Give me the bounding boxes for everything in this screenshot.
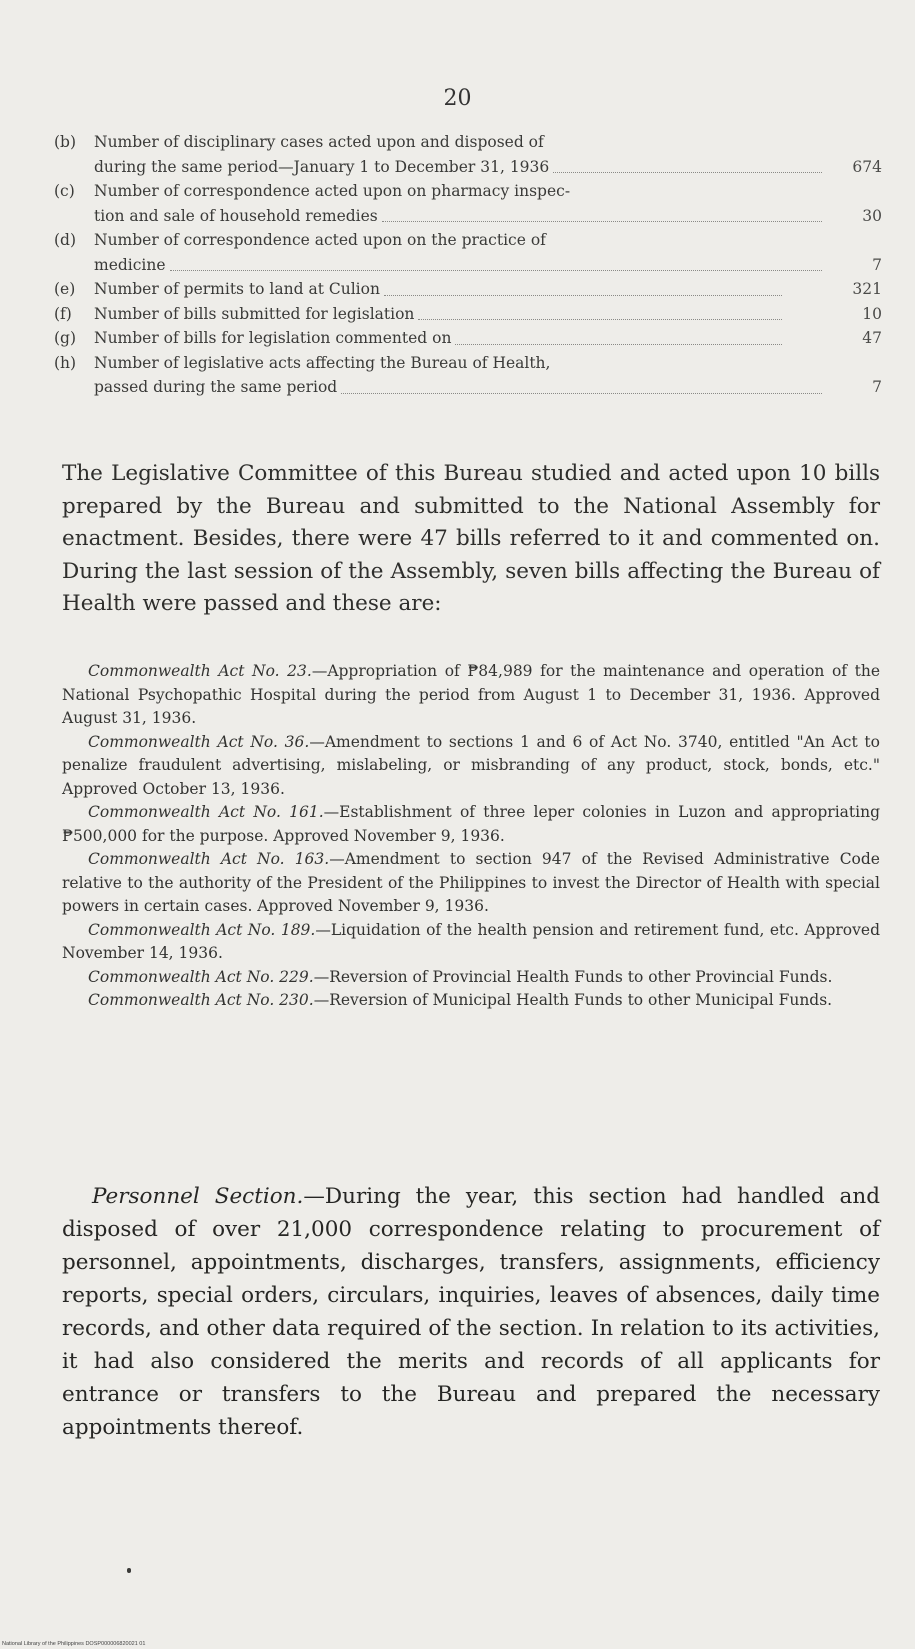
- stat-letter: (e): [54, 280, 76, 298]
- stat-item: [54, 302, 884, 327]
- act-title: Commonwealth Act No. 36.: [88, 732, 310, 751]
- stat-item-cont: [54, 204, 884, 229]
- stat-letter: (g): [54, 329, 77, 347]
- stat-text: Number of bills submitted for legislation: [94, 304, 415, 323]
- stat-item-cont: [54, 155, 884, 180]
- stat-item: [54, 326, 884, 351]
- dot-leader: [418, 302, 782, 321]
- personnel-paragraph: [62, 1180, 880, 1444]
- stat-item-cont: [54, 375, 884, 400]
- stat-item: [54, 351, 884, 376]
- acts-list: [62, 660, 880, 1013]
- page-number: 20: [443, 86, 472, 111]
- act-entry: [62, 989, 880, 1013]
- stat-text: Number of bills for legislation commented on: [94, 329, 452, 347]
- personnel-section: [62, 1180, 880, 1444]
- statistics-list: [54, 130, 884, 400]
- stat-text: Number of permits to land at Culion: [94, 280, 380, 298]
- section-heading: Personnel Section.: [92, 1184, 304, 1209]
- stat-text: tion and sale of household remedies: [94, 206, 378, 225]
- stat-value: 321: [852, 280, 882, 298]
- act-text: —Reversion of Provincial Health Funds to other Provincial Funds.: [313, 967, 833, 986]
- stat-text: Number of correspondence acted upon on the practice of: [94, 231, 546, 249]
- act-text: —Amendment to sections 1 and 6 of Act No. 3740, entitled "An Act to penalize fraudulent advertising, mislabeling, or misbranding of any product, stock, bonds, etc." Approved October 13, 1936.: [62, 732, 880, 798]
- act-title: Commonwealth Act No. 23.: [88, 662, 312, 680]
- stat-value: 10: [862, 304, 882, 323]
- personnel-text: —During the year, this section had handled and disposed of over 21,000 correspondence relating to procurement of personnel, appointments, discharges, transfers, assignments, efficiency reports, special orders, circulars, inquiries, leaves of absences, daily time records, and other data required of the section. In relation to its activities, it had also considered the merits and records of all applicants for entrance or transfers to the Bureau and prepared the necessary appointments thereof.: [62, 1184, 880, 1440]
- intro-paragraph: The Legislative Committee of this Bureau studied and acted upon 10 bills prepared by the Bureau and submitted to the National Assembly for enactment. Besides, there were 47 bills referred to it and commented on. During the last session of the Assembly, seven bills affecting the Bureau of Health were passed and these are:: [62, 461, 880, 616]
- stat-text: medicine: [94, 255, 166, 274]
- act-title: Commonwealth Act No. 189.: [88, 920, 316, 939]
- stat-letter: (h): [54, 353, 77, 372]
- stat-item-cont: [54, 253, 884, 278]
- dot-leader: [341, 375, 822, 394]
- dot-leader: [384, 277, 782, 296]
- stat-letter: (b): [54, 133, 77, 151]
- act-text: —Establishment of three leper colonies in Luzon and appropriating ₱500,000 for the purpose. Approved November 9, 1936.: [62, 803, 880, 845]
- stat-item: [54, 179, 884, 204]
- stat-text: passed during the same period: [94, 378, 338, 396]
- act-title: Commonwealth Act No. 230.: [88, 991, 314, 1009]
- stat-value: 47: [862, 329, 882, 347]
- act-text: —Liquidation of the health pension and retirement fund, etc. Approved November 14, 1936.: [62, 920, 880, 962]
- ink-mark: [127, 1568, 131, 1573]
- stat-text: Number of correspondence acted upon on pharmacy inspec-: [94, 182, 571, 200]
- act-entry: [62, 660, 880, 731]
- act-entry: [62, 966, 880, 990]
- dot-leader: [170, 253, 822, 272]
- stat-item: [54, 277, 884, 302]
- stat-item: [54, 228, 884, 253]
- dot-leader: [553, 155, 822, 174]
- act-entry: [62, 919, 880, 966]
- stat-text: Number of legislative acts affecting the Bureau of Health,: [94, 353, 551, 372]
- scan-footer: National Library of the Philippines DOSP000006820021 01: [2, 1641, 146, 1647]
- stat-value: 7: [872, 378, 882, 396]
- stat-value: 7: [872, 255, 882, 274]
- act-text: —Amendment to section 947 of the Revised Administrative Code relative to the authority of the President of the Philippines to invest the Director of Health with special powers in certain cases. Approved November 9, 1936.: [62, 850, 880, 915]
- stat-value: 674: [852, 157, 882, 176]
- act-entry: [62, 731, 880, 802]
- dot-leader: [455, 326, 782, 345]
- act-text: —Reversion of Municipal Health Funds to other Municipal Funds.: [313, 991, 833, 1009]
- stat-letter: (f): [54, 304, 72, 323]
- stat-value: 30: [862, 206, 882, 225]
- act-text: —Appropriation of ₱84,989 for the maintenance and operation of the National Psychopathic Hospital during the period from August 1 to December 31, 1936. Approved August 31, 1936.: [62, 662, 880, 727]
- act-entry: [62, 801, 880, 848]
- dot-leader: [382, 204, 822, 223]
- act-title: Commonwealth Act No. 161.: [88, 803, 324, 821]
- act-entry: [62, 848, 880, 919]
- act-title: Commonwealth Act No. 163.: [88, 850, 330, 868]
- stat-text: during the same period—January 1 to December 31, 1936: [94, 157, 550, 176]
- stat-text: Number of disciplinary cases acted upon and disposed of: [94, 133, 544, 151]
- stat-letter: (d): [54, 231, 77, 249]
- stat-letter: (c): [54, 182, 75, 200]
- act-title: Commonwealth Act No. 229.: [88, 967, 314, 986]
- stat-item: [54, 130, 884, 155]
